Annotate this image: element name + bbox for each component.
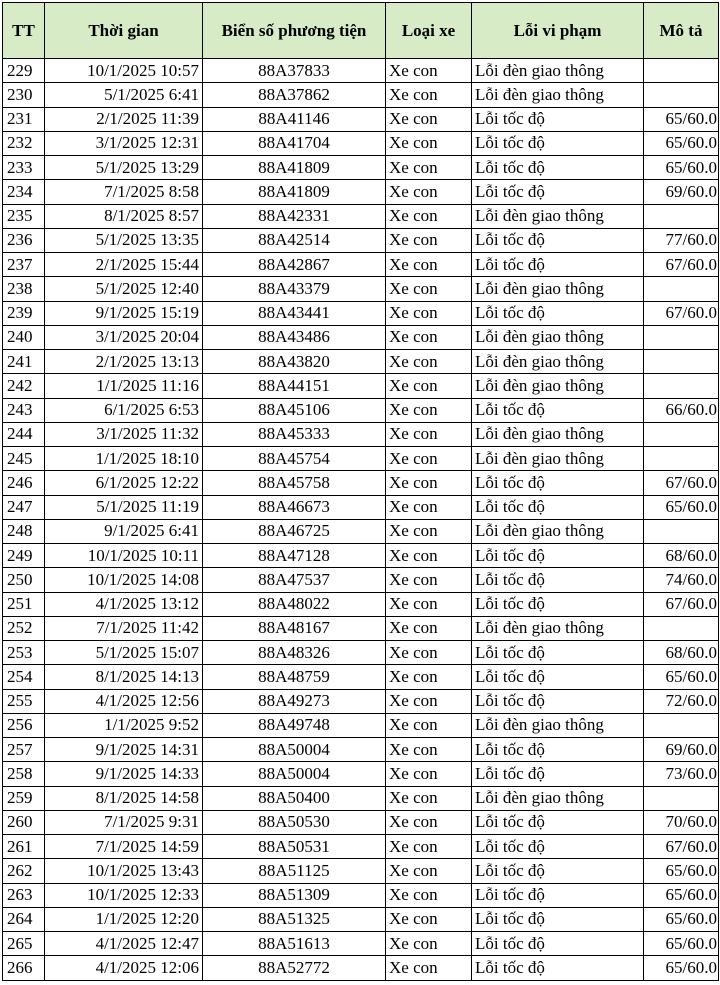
cell-time: 5/1/2025 15:07	[45, 641, 203, 665]
cell-violation: Lỗi tốc độ	[472, 665, 644, 689]
cell-tt: 240	[3, 325, 45, 349]
table-row	[3, 859, 719, 883]
cell-time: 8/1/2025 14:13	[45, 665, 203, 689]
cell-plate: 88A43379	[203, 277, 386, 301]
cell-time: 10/1/2025 10:11	[45, 544, 203, 568]
cell-vehicle-type: Xe con	[386, 883, 472, 907]
cell-plate: 88A43441	[203, 301, 386, 325]
cell-time: 4/1/2025 12:06	[45, 956, 203, 980]
cell-description	[644, 374, 719, 398]
cell-description	[644, 422, 719, 446]
header-time: Thời gian	[45, 3, 203, 59]
cell-vehicle-type: Xe con	[386, 641, 472, 665]
cell-vehicle-type: Xe con	[386, 277, 472, 301]
cell-vehicle-type: Xe con	[386, 762, 472, 786]
cell-description: 67/60.0	[644, 835, 719, 859]
cell-violation: Lỗi tốc độ	[472, 568, 644, 592]
cell-violation: Lỗi tốc độ	[472, 253, 644, 277]
cell-violation: Lỗi đèn giao thông	[472, 519, 644, 543]
cell-vehicle-type: Xe con	[386, 398, 472, 422]
cell-plate: 88A47128	[203, 544, 386, 568]
header-tt: TT	[3, 3, 45, 59]
cell-vehicle-type: Xe con	[386, 519, 472, 543]
table-row	[3, 253, 719, 277]
cell-vehicle-type: Xe con	[386, 495, 472, 519]
cell-vehicle-type: Xe con	[386, 592, 472, 616]
cell-vehicle-type: Xe con	[386, 786, 472, 810]
cell-time: 10/1/2025 13:43	[45, 859, 203, 883]
header-plate: Biển số phương tiện	[203, 3, 386, 59]
cell-plate: 88A48759	[203, 665, 386, 689]
cell-tt: 242	[3, 374, 45, 398]
cell-violation: Lỗi tốc độ	[472, 810, 644, 834]
cell-tt: 233	[3, 156, 45, 180]
cell-violation: Lỗi tốc độ	[472, 228, 644, 252]
table-row	[3, 810, 719, 834]
cell-plate: 88A51309	[203, 883, 386, 907]
cell-plate: 88A50004	[203, 738, 386, 762]
cell-vehicle-type: Xe con	[386, 228, 472, 252]
cell-violation: Lỗi đèn giao thông	[472, 422, 644, 446]
cell-violation: Lỗi tốc độ	[472, 956, 644, 980]
cell-violation: Lỗi tốc độ	[472, 835, 644, 859]
cell-vehicle-type: Xe con	[386, 689, 472, 713]
cell-violation: Lỗi tốc độ	[472, 883, 644, 907]
cell-time: 4/1/2025 12:47	[45, 932, 203, 956]
cell-tt: 235	[3, 204, 45, 228]
cell-vehicle-type: Xe con	[386, 350, 472, 374]
cell-violation: Lỗi tốc độ	[472, 738, 644, 762]
cell-vehicle-type: Xe con	[386, 107, 472, 131]
cell-plate: 88A42331	[203, 204, 386, 228]
cell-violation: Lỗi đèn giao thông	[472, 374, 644, 398]
table-row	[3, 447, 719, 471]
cell-violation: Lỗi đèn giao thông	[472, 616, 644, 640]
cell-vehicle-type: Xe con	[386, 59, 472, 83]
table-row	[3, 907, 719, 931]
cell-description	[644, 519, 719, 543]
table-row	[3, 689, 719, 713]
cell-tt: 245	[3, 447, 45, 471]
cell-tt: 236	[3, 228, 45, 252]
cell-tt: 243	[3, 398, 45, 422]
cell-tt: 258	[3, 762, 45, 786]
cell-violation: Lỗi tốc độ	[472, 907, 644, 931]
cell-violation: Lỗi đèn giao thông	[472, 83, 644, 107]
table-row	[3, 156, 719, 180]
cell-description: 73/60.0	[644, 762, 719, 786]
table-row	[3, 544, 719, 568]
cell-tt: 250	[3, 568, 45, 592]
cell-plate: 88A46725	[203, 519, 386, 543]
cell-vehicle-type: Xe con	[386, 374, 472, 398]
cell-tt: 248	[3, 519, 45, 543]
cell-tt: 257	[3, 738, 45, 762]
cell-description: 74/60.0	[644, 568, 719, 592]
cell-description: 68/60.0	[644, 544, 719, 568]
cell-violation: Lỗi tốc độ	[472, 859, 644, 883]
cell-vehicle-type: Xe con	[386, 204, 472, 228]
cell-vehicle-type: Xe con	[386, 568, 472, 592]
cell-tt: 251	[3, 592, 45, 616]
cell-description: 77/60.0	[644, 228, 719, 252]
table-row	[3, 228, 719, 252]
cell-description: 65/60.0	[644, 156, 719, 180]
cell-plate: 88A43486	[203, 325, 386, 349]
cell-time: 5/1/2025 11:19	[45, 495, 203, 519]
cell-description: 65/60.0	[644, 859, 719, 883]
table-row	[3, 301, 719, 325]
cell-description	[644, 59, 719, 83]
cell-plate: 88A51125	[203, 859, 386, 883]
cell-description	[644, 277, 719, 301]
table-row	[3, 350, 719, 374]
cell-plate: 88A48167	[203, 616, 386, 640]
cell-time: 8/1/2025 14:58	[45, 786, 203, 810]
cell-tt: 230	[3, 83, 45, 107]
cell-tt: 265	[3, 932, 45, 956]
cell-vehicle-type: Xe con	[386, 253, 472, 277]
cell-plate: 88A45333	[203, 422, 386, 446]
cell-time: 5/1/2025 6:41	[45, 83, 203, 107]
cell-violation: Lỗi tốc độ	[472, 495, 644, 519]
table-row	[3, 59, 719, 83]
cell-plate: 88A43820	[203, 350, 386, 374]
header-violation: Lỗi vi phạm	[472, 3, 644, 59]
cell-tt: 266	[3, 956, 45, 980]
cell-plate: 88A50531	[203, 835, 386, 859]
cell-tt: 231	[3, 107, 45, 131]
cell-plate: 88A51613	[203, 932, 386, 956]
cell-violation: Lỗi tốc độ	[472, 131, 644, 155]
cell-tt: 261	[3, 835, 45, 859]
table-row	[3, 83, 719, 107]
cell-vehicle-type: Xe con	[386, 422, 472, 446]
table-row	[3, 204, 719, 228]
cell-tt: 259	[3, 786, 45, 810]
cell-tt: 247	[3, 495, 45, 519]
cell-violation: Lỗi tốc độ	[472, 180, 644, 204]
cell-plate: 88A37862	[203, 83, 386, 107]
table-row	[3, 932, 719, 956]
cell-description	[644, 204, 719, 228]
cell-plate: 88A45758	[203, 471, 386, 495]
cell-time: 10/1/2025 10:57	[45, 59, 203, 83]
cell-vehicle-type: Xe con	[386, 665, 472, 689]
cell-time: 2/1/2025 15:44	[45, 253, 203, 277]
cell-time: 2/1/2025 13:13	[45, 350, 203, 374]
cell-plate: 88A48022	[203, 592, 386, 616]
cell-time: 8/1/2025 8:57	[45, 204, 203, 228]
cell-description	[644, 350, 719, 374]
cell-time: 10/1/2025 14:08	[45, 568, 203, 592]
table-row	[3, 519, 719, 543]
table-row	[3, 641, 719, 665]
cell-description	[644, 83, 719, 107]
cell-time: 1/1/2025 18:10	[45, 447, 203, 471]
cell-description: 69/60.0	[644, 738, 719, 762]
header-row	[3, 3, 719, 59]
table-row	[3, 471, 719, 495]
cell-time: 3/1/2025 20:04	[45, 325, 203, 349]
cell-plate: 88A42867	[203, 253, 386, 277]
table-row	[3, 738, 719, 762]
cell-plate: 88A41809	[203, 156, 386, 180]
cell-time: 1/1/2025 11:16	[45, 374, 203, 398]
cell-tt: 260	[3, 810, 45, 834]
cell-violation: Lỗi tốc độ	[472, 301, 644, 325]
cell-description: 68/60.0	[644, 641, 719, 665]
table-row	[3, 422, 719, 446]
cell-time: 5/1/2025 13:35	[45, 228, 203, 252]
cell-plate: 88A49748	[203, 713, 386, 737]
cell-tt: 253	[3, 641, 45, 665]
cell-tt: 249	[3, 544, 45, 568]
cell-tt: 254	[3, 665, 45, 689]
cell-violation: Lỗi tốc độ	[472, 471, 644, 495]
cell-description: 67/60.0	[644, 301, 719, 325]
table-row	[3, 883, 719, 907]
cell-violation: Lỗi tốc độ	[472, 689, 644, 713]
cell-tt: 234	[3, 180, 45, 204]
cell-time: 4/1/2025 12:56	[45, 689, 203, 713]
cell-description: 65/60.0	[644, 495, 719, 519]
table-row	[3, 665, 719, 689]
cell-description: 65/60.0	[644, 932, 719, 956]
cell-tt: 252	[3, 616, 45, 640]
cell-plate: 88A42514	[203, 228, 386, 252]
table-row	[3, 786, 719, 810]
table-row	[3, 398, 719, 422]
table-row	[3, 592, 719, 616]
table-row	[3, 713, 719, 737]
cell-vehicle-type: Xe con	[386, 932, 472, 956]
cell-vehicle-type: Xe con	[386, 83, 472, 107]
cell-plate: 88A50530	[203, 810, 386, 834]
cell-violation: Lỗi tốc độ	[472, 641, 644, 665]
cell-violation: Lỗi tốc độ	[472, 592, 644, 616]
cell-violation: Lỗi tốc độ	[472, 156, 644, 180]
cell-plate: 88A41809	[203, 180, 386, 204]
cell-vehicle-type: Xe con	[386, 713, 472, 737]
cell-plate: 88A45106	[203, 398, 386, 422]
cell-violation: Lỗi đèn giao thông	[472, 277, 644, 301]
table-row	[3, 956, 719, 980]
table-row	[3, 180, 719, 204]
cell-violation: Lỗi đèn giao thông	[472, 713, 644, 737]
cell-time: 3/1/2025 12:31	[45, 131, 203, 155]
cell-tt: 232	[3, 131, 45, 155]
cell-plate: 88A41704	[203, 131, 386, 155]
cell-description: 65/60.0	[644, 131, 719, 155]
cell-description: 65/60.0	[644, 107, 719, 131]
cell-plate: 88A51325	[203, 907, 386, 931]
cell-vehicle-type: Xe con	[386, 956, 472, 980]
cell-plate: 88A47537	[203, 568, 386, 592]
table-row	[3, 762, 719, 786]
cell-vehicle-type: Xe con	[386, 471, 472, 495]
cell-description: 65/60.0	[644, 907, 719, 931]
cell-plate: 88A46673	[203, 495, 386, 519]
cell-description: 65/60.0	[644, 956, 719, 980]
cell-description: 65/60.0	[644, 883, 719, 907]
cell-tt: 229	[3, 59, 45, 83]
table-row	[3, 495, 719, 519]
table-row	[3, 568, 719, 592]
table-row	[3, 277, 719, 301]
cell-vehicle-type: Xe con	[386, 810, 472, 834]
cell-tt: 262	[3, 859, 45, 883]
cell-violation: Lỗi đèn giao thông	[472, 204, 644, 228]
cell-description: 67/60.0	[644, 471, 719, 495]
cell-description	[644, 786, 719, 810]
table-row	[3, 107, 719, 131]
cell-vehicle-type: Xe con	[386, 447, 472, 471]
cell-time: 5/1/2025 12:40	[45, 277, 203, 301]
cell-time: 9/1/2025 14:31	[45, 738, 203, 762]
cell-vehicle-type: Xe con	[386, 907, 472, 931]
cell-plate: 88A48326	[203, 641, 386, 665]
cell-tt: 256	[3, 713, 45, 737]
cell-plate: 88A50400	[203, 786, 386, 810]
cell-plate: 88A41146	[203, 107, 386, 131]
cell-violation: Lỗi đèn giao thông	[472, 325, 644, 349]
table-row	[3, 835, 719, 859]
cell-description: 69/60.0	[644, 180, 719, 204]
cell-vehicle-type: Xe con	[386, 325, 472, 349]
cell-tt: 237	[3, 253, 45, 277]
cell-description: 66/60.0	[644, 398, 719, 422]
cell-vehicle-type: Xe con	[386, 131, 472, 155]
cell-tt: 239	[3, 301, 45, 325]
cell-violation: Lỗi tốc độ	[472, 932, 644, 956]
cell-violation: Lỗi đèn giao thông	[472, 786, 644, 810]
table-row	[3, 374, 719, 398]
cell-violation: Lỗi tốc độ	[472, 762, 644, 786]
table-row	[3, 325, 719, 349]
cell-vehicle-type: Xe con	[386, 616, 472, 640]
cell-description: 67/60.0	[644, 253, 719, 277]
cell-description	[644, 447, 719, 471]
cell-description: 67/60.0	[644, 592, 719, 616]
cell-violation: Lỗi đèn giao thông	[472, 447, 644, 471]
table-body	[3, 59, 719, 981]
cell-description	[644, 325, 719, 349]
header-description: Mô tả	[644, 3, 719, 59]
cell-time: 7/1/2025 9:31	[45, 810, 203, 834]
cell-vehicle-type: Xe con	[386, 301, 472, 325]
cell-time: 7/1/2025 11:42	[45, 616, 203, 640]
cell-violation: Lỗi tốc độ	[472, 544, 644, 568]
cell-description	[644, 616, 719, 640]
cell-violation: Lỗi đèn giao thông	[472, 350, 644, 374]
cell-description: 72/60.0	[644, 689, 719, 713]
cell-tt: 255	[3, 689, 45, 713]
cell-tt: 263	[3, 883, 45, 907]
cell-time: 3/1/2025 11:32	[45, 422, 203, 446]
cell-time: 6/1/2025 6:53	[45, 398, 203, 422]
cell-plate: 88A44151	[203, 374, 386, 398]
cell-tt: 264	[3, 907, 45, 931]
cell-plate: 88A49273	[203, 689, 386, 713]
cell-tt: 238	[3, 277, 45, 301]
cell-description	[644, 713, 719, 737]
cell-time: 10/1/2025 12:33	[45, 883, 203, 907]
cell-plate: 88A45754	[203, 447, 386, 471]
cell-time: 9/1/2025 15:19	[45, 301, 203, 325]
cell-vehicle-type: Xe con	[386, 738, 472, 762]
cell-vehicle-type: Xe con	[386, 835, 472, 859]
cell-plate: 88A37833	[203, 59, 386, 83]
cell-vehicle-type: Xe con	[386, 544, 472, 568]
cell-time: 1/1/2025 9:52	[45, 713, 203, 737]
cell-time: 6/1/2025 12:22	[45, 471, 203, 495]
header-vehicle-type: Loại xe	[386, 3, 472, 59]
cell-time: 7/1/2025 14:59	[45, 835, 203, 859]
table-header	[3, 3, 719, 59]
cell-description: 65/60.0	[644, 665, 719, 689]
cell-tt: 244	[3, 422, 45, 446]
cell-time: 7/1/2025 8:58	[45, 180, 203, 204]
violation-table	[2, 2, 719, 981]
cell-vehicle-type: Xe con	[386, 156, 472, 180]
cell-time: 2/1/2025 11:39	[45, 107, 203, 131]
cell-vehicle-type: Xe con	[386, 180, 472, 204]
cell-tt: 241	[3, 350, 45, 374]
cell-plate: 88A50004	[203, 762, 386, 786]
cell-violation: Lỗi tốc độ	[472, 398, 644, 422]
cell-violation: Lỗi tốc độ	[472, 107, 644, 131]
cell-vehicle-type: Xe con	[386, 859, 472, 883]
cell-time: 5/1/2025 13:29	[45, 156, 203, 180]
table-row	[3, 131, 719, 155]
table-row	[3, 616, 719, 640]
cell-time: 4/1/2025 13:12	[45, 592, 203, 616]
cell-time: 1/1/2025 12:20	[45, 907, 203, 931]
cell-tt: 246	[3, 471, 45, 495]
cell-violation: Lỗi đèn giao thông	[472, 59, 644, 83]
cell-time: 9/1/2025 14:33	[45, 762, 203, 786]
cell-description: 70/60.0	[644, 810, 719, 834]
cell-plate: 88A52772	[203, 956, 386, 980]
cell-time: 9/1/2025 6:41	[45, 519, 203, 543]
